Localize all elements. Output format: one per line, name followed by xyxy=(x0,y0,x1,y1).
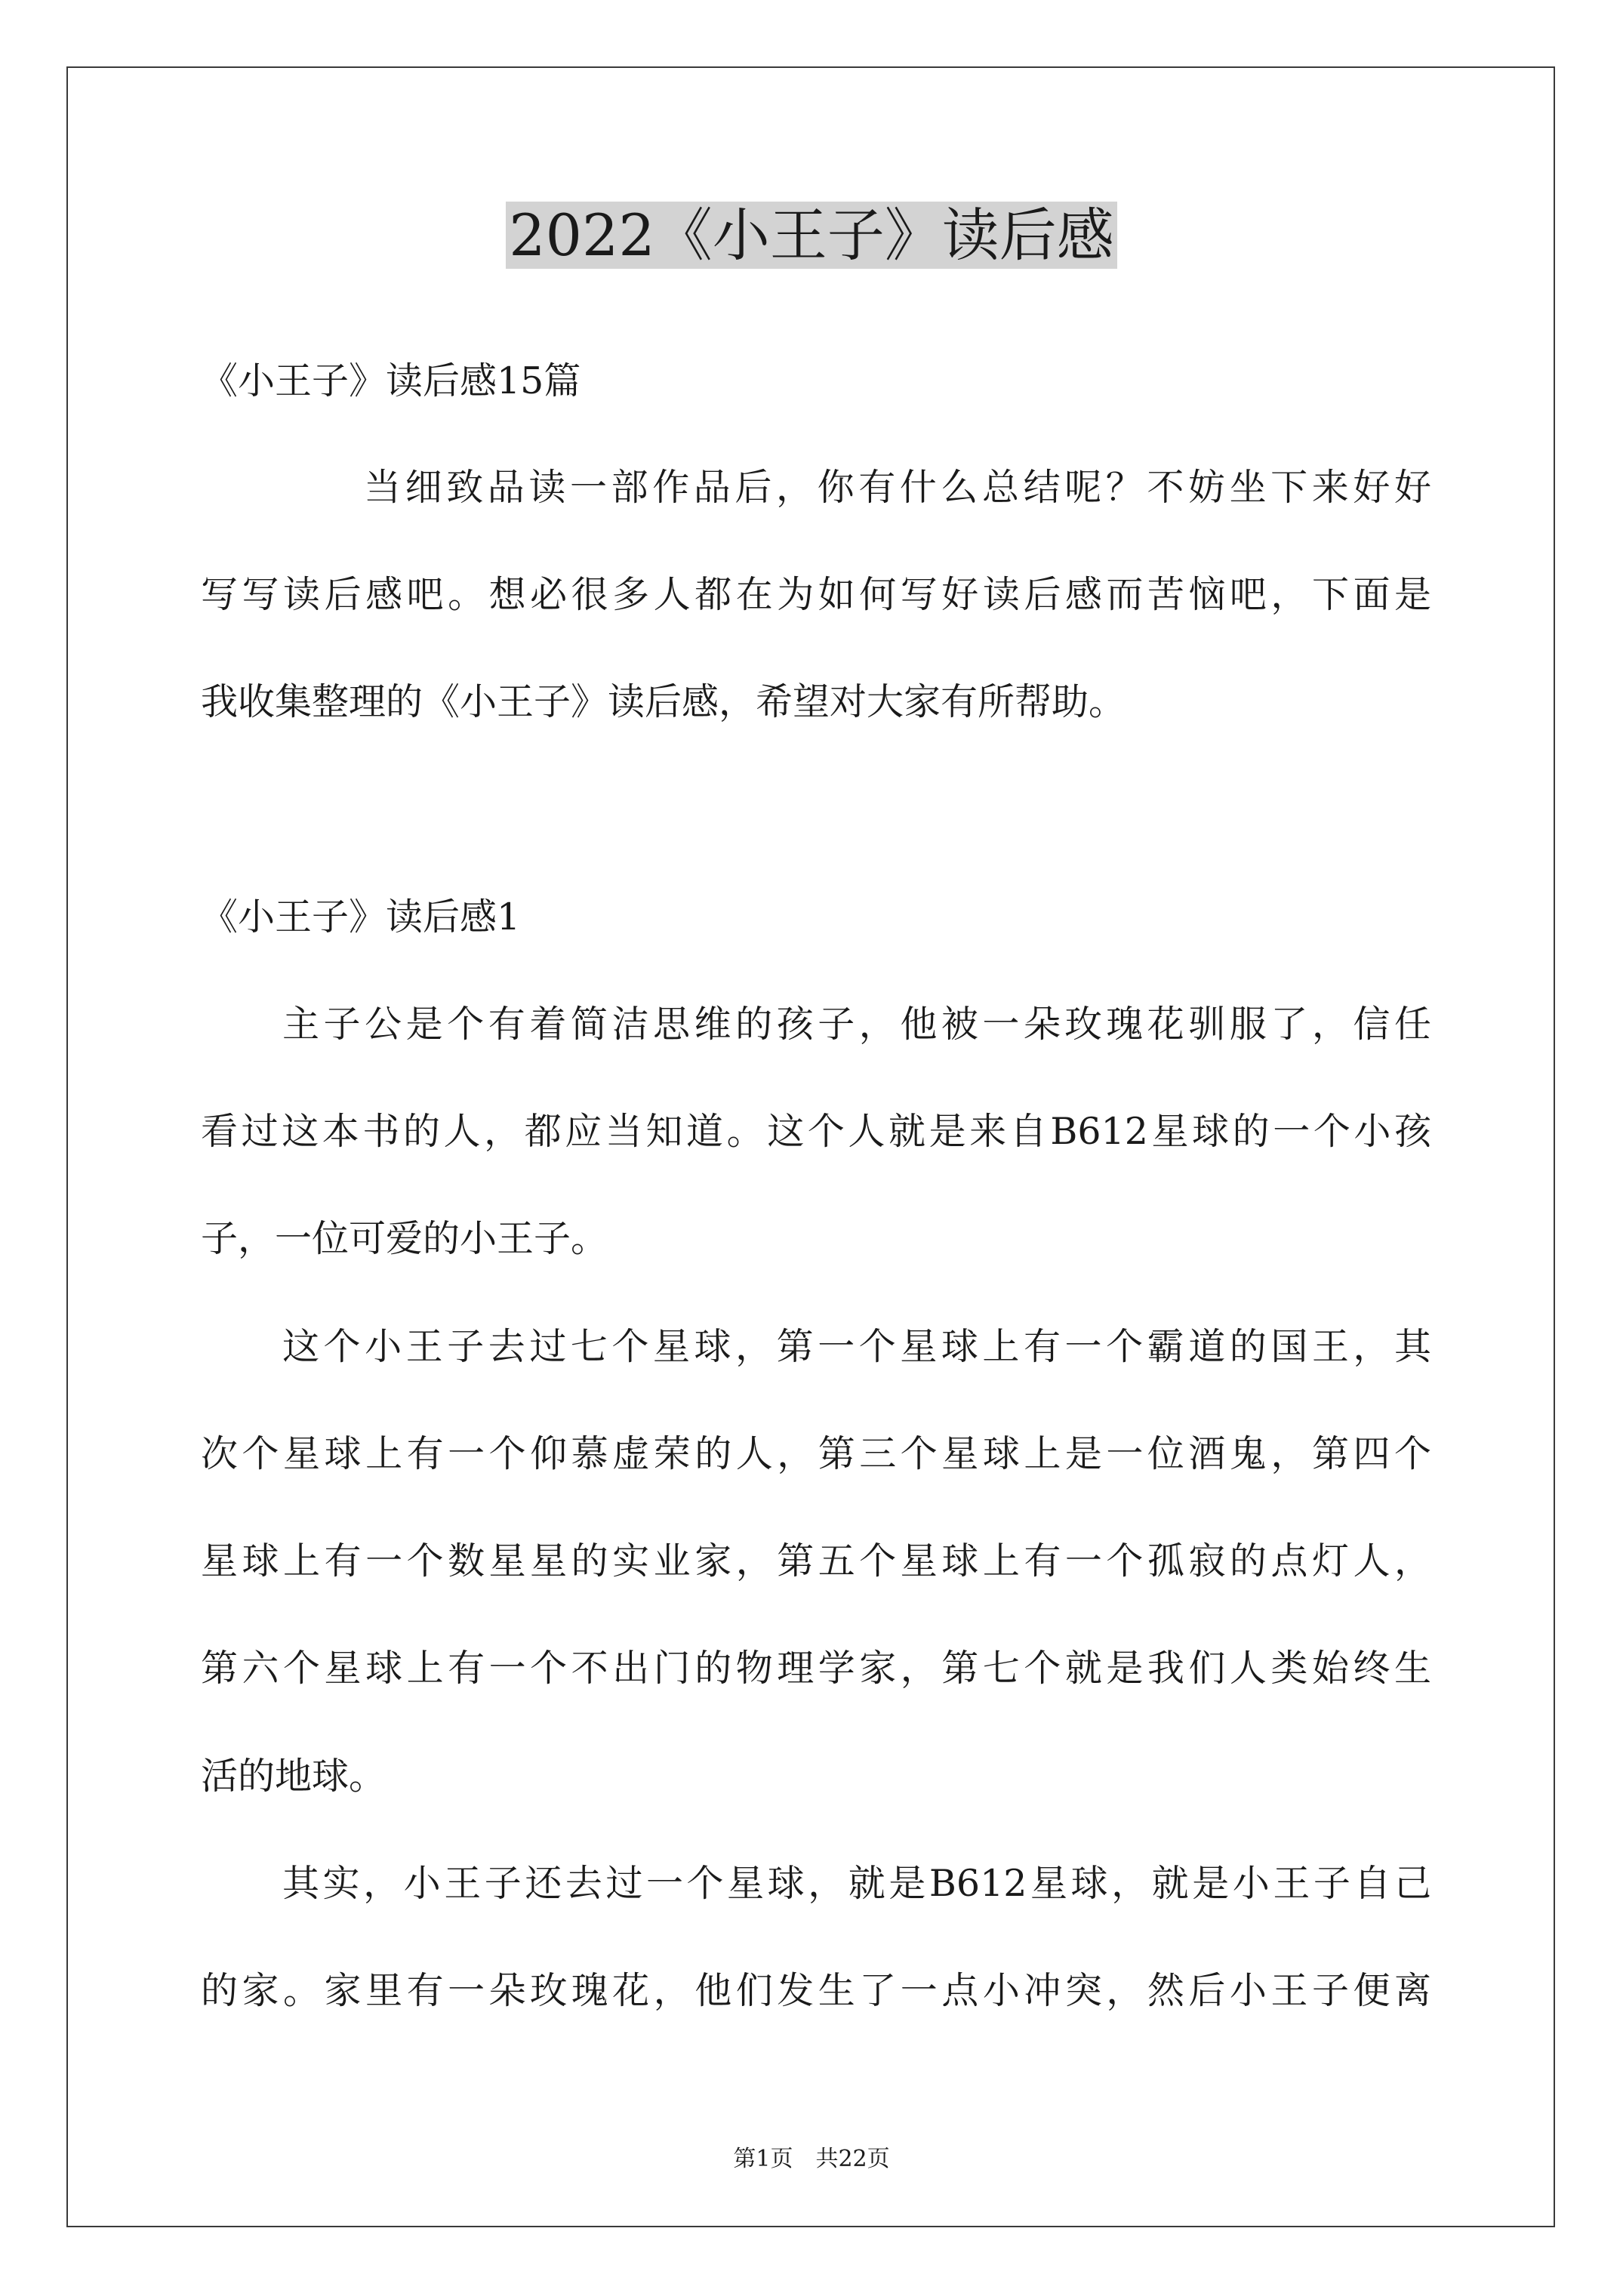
paragraph-line: 看过这本书的人，都应当知道。这个人就是来自B612星球的一个小孩 xyxy=(201,1110,1431,1153)
paragraph-line: 第六个星球上有一个不出门的物理学家，第七个就是我们人类始终生 xyxy=(201,1647,1431,1690)
intro-line: 写写读后感吧。想必很多人都在为如何写好读后感而苦恼吧，下面是 xyxy=(201,573,1431,616)
paragraph-line: 主子公是个有着简洁思维的孩子，他被一朵玫瑰花驯服了，信任 xyxy=(282,1003,1431,1046)
paragraph-line: 活的地球。 xyxy=(201,1755,387,1798)
paragraph-line: 这个小王子去过七个星球，第一个星球上有一个霸道的国王，其 xyxy=(282,1325,1431,1368)
paragraph-line: 的家。家里有一朵玫瑰花，他们发生了一点小冲突，然后小王子便离 xyxy=(201,1969,1431,2012)
paragraph-line: 次个星球上有一个仰慕虚荣的人，第三个星球上是一位酒鬼，第四个 xyxy=(201,1432,1431,1475)
paragraph-line: 其实，小王子还去过一个星球，就是B612星球，就是小王子自己 xyxy=(282,1862,1431,1905)
document-title-text: 2022《小王子》读后感 xyxy=(506,202,1116,269)
paragraph-line: 星球上有一个数星星的实业家，第五个星球上有一个孤寂的点灯人， xyxy=(201,1539,1431,1583)
section-heading: 《小王子》读后感1 xyxy=(201,895,521,938)
document-title xyxy=(0,198,1623,273)
intro-line: 当细致品读一部作品后，你有什么总结呢？不妨坐下来好好 xyxy=(364,466,1431,509)
intro-line: 我收集整理的《小王子》读后感，希望对大家有所帮助。 xyxy=(201,680,1126,723)
paragraph-line: 子，一位可爱的小王子。 xyxy=(201,1217,608,1260)
page-number-footer: 第1页 共22页 xyxy=(733,2146,890,2172)
subtitle: 《小王子》读后感15篇 xyxy=(201,359,581,402)
